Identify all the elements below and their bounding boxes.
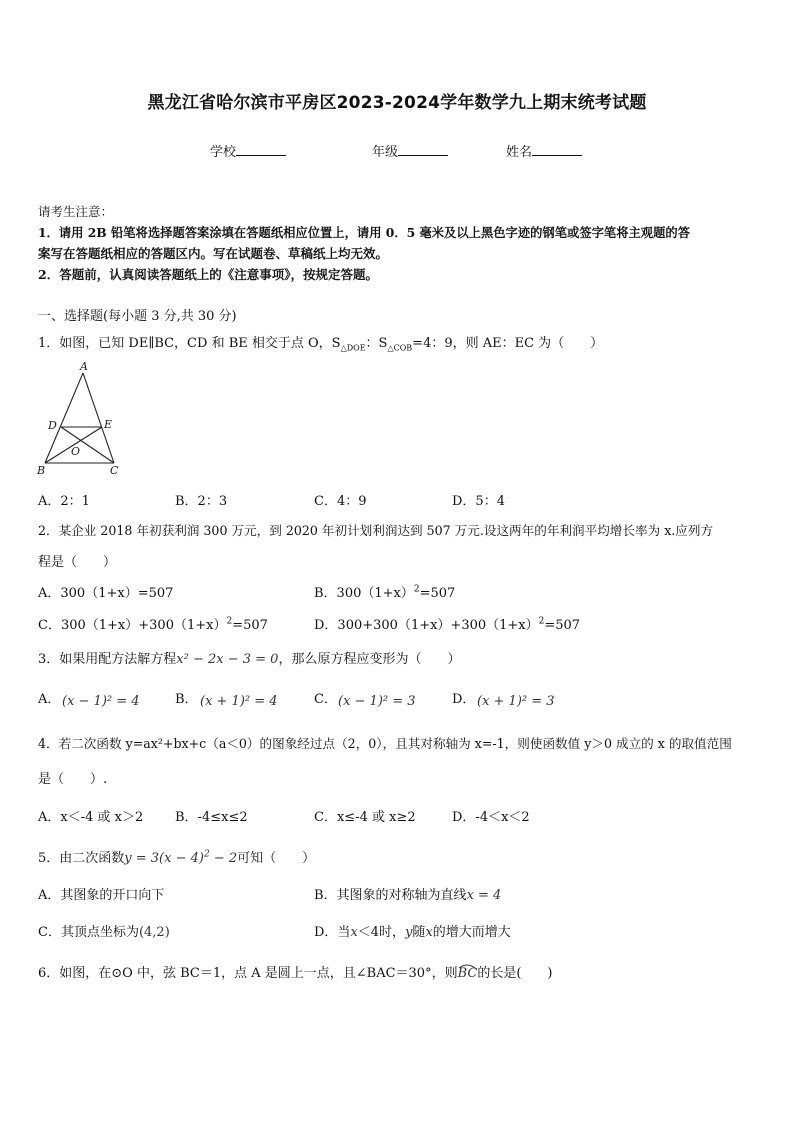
q2-option-c-sup: 2 xyxy=(226,616,233,627)
q2-option-b-pre: B．300（1+x） xyxy=(314,586,414,601)
question-3-stem xyxy=(38,648,460,667)
question-2-line-1: 2．某企业 2018 年初获利润 300 万元，到 2020 年初计划利润达到 507 万元.设这两年的年利润平均增长率为 x.应列方 xyxy=(38,523,714,538)
q6-arc-bc xyxy=(458,966,478,981)
name-label: 姓名 xyxy=(506,145,533,160)
q2-option-d-pre: D．300+300（1+x）+300（1+x） xyxy=(314,618,539,633)
question-2-line-2: 程是（ ） xyxy=(38,555,117,570)
q3-option-a-letter: A． xyxy=(38,692,61,707)
name-blank xyxy=(532,143,582,156)
question-4-line-2: 是（ ）. xyxy=(38,772,108,787)
segment-dc xyxy=(61,427,114,463)
q1-option-c: C．4：9 xyxy=(314,494,367,509)
q3-option-c-letter: C． xyxy=(314,692,337,707)
q5-stem-post: 可知（ ） xyxy=(237,851,316,866)
question-5-stem xyxy=(38,847,315,866)
q5-option-c xyxy=(38,921,170,940)
grade-field xyxy=(372,141,448,160)
arc-mark-icon xyxy=(458,963,476,969)
notice-line-2: 案写在答题纸相应的答题区内。写在试题卷、草稿纸上均无效。 xyxy=(38,246,389,261)
q5-option-c-math: (4,2) xyxy=(138,925,170,940)
q2-option-b-post: =507 xyxy=(419,586,456,601)
q2-option-d xyxy=(314,614,580,633)
q5-function xyxy=(124,851,237,866)
q2-option-c xyxy=(38,614,268,633)
q5-option-d-y: y xyxy=(405,925,413,940)
q5-option-d-mid: ＜4时， xyxy=(357,925,406,940)
q3-option-c: (x − 1)² = 3 xyxy=(338,694,416,709)
q6-stem-pre: 6．如图，在⊙O 中，弦 BC＝1，点 A 是圆上一点，且∠BAC＝30°，则 xyxy=(38,966,458,981)
name-field xyxy=(506,141,582,160)
q2-option-c-post: =507 xyxy=(232,618,268,633)
q2-option-b-sup: 2 xyxy=(413,584,420,595)
label-e: E xyxy=(104,418,113,431)
q5-option-d-x2: x xyxy=(425,925,433,940)
q5-function-pre: y = 3(x − 4) xyxy=(124,851,204,866)
grade-label: 年级 xyxy=(372,145,399,160)
q5-option-d-mid2: 随 xyxy=(412,925,426,940)
notice-line-1: 1．请用 2B 铅笔将选择题答案涂填在答题纸相应位置上，请用 0．5 毫米及以上黑色字迹的钢笔或签字笔将主观题的答 xyxy=(38,225,690,240)
q3-option-a: (x − 1)² = 4 xyxy=(62,694,140,709)
q1-stem-part-b: =4：9，则 AE：EC 为（ ） xyxy=(412,336,604,351)
label-d: D xyxy=(48,419,57,432)
q2-option-d-post: =507 xyxy=(544,618,581,633)
page-title: 黑龙江省哈尔滨市平房区2023-2024学年数学九上期末统考试题 xyxy=(147,93,647,113)
q3-option-b-letter: B． xyxy=(175,692,198,707)
q2-option-b xyxy=(314,582,455,601)
q1-option-a: A．2：1 xyxy=(38,494,90,509)
q1-colon: ：S xyxy=(365,336,388,351)
question-4-line-1: 4．若二次函数 y=ax²+bx+c（a＜0）的图象经过点（2，0），且其对称轴为 x=-1，则使函数值 y＞0 成立的 x 的取值范围 xyxy=(38,736,732,751)
q5-option-d-pre: D．当 xyxy=(314,925,351,940)
q1-sub-cob: △COB xyxy=(387,343,413,353)
q4-option-d: D．-4＜x＜2 xyxy=(452,810,530,825)
q6-arc-label: BC xyxy=(457,966,478,981)
q5-option-b-pre: B．其图象的对称轴为直线 xyxy=(314,888,467,903)
q2-option-d-sup: 2 xyxy=(538,616,545,627)
q1-stem-part-a: 1．如图，已知 DE∥BC，CD 和 BE 相交于点 O，S xyxy=(38,336,341,351)
q3-option-b: (x + 1)² = 4 xyxy=(200,694,278,709)
q3-stem-post: ，那么原方程应变形为（ ） xyxy=(278,652,461,667)
q1-option-b: B．2：3 xyxy=(175,494,228,509)
q5-option-a: A．其图象的开口向下 xyxy=(38,888,165,903)
q5-function-sup: 2 xyxy=(203,849,210,860)
grade-blank xyxy=(398,143,448,156)
label-b: B xyxy=(37,464,46,477)
q3-option-d: (x + 1)² = 3 xyxy=(477,694,555,709)
q5-option-c-pre: C．其顶点坐标为 xyxy=(38,925,139,940)
triangle-figure xyxy=(34,360,126,478)
q3-option-d-letter: D． xyxy=(452,692,476,707)
section-heading: 一、选择题(每小题 3 分,共 30 分) xyxy=(38,309,237,324)
q2-option-a: A．300（1+x）=507 xyxy=(38,586,174,601)
label-a: A xyxy=(80,360,88,373)
q4-option-c: C．x≤-4 或 x≥2 xyxy=(314,810,416,825)
label-c: C xyxy=(110,464,119,477)
school-label: 学校 xyxy=(210,145,237,160)
q2-option-c-pre: C．300（1+x）+300（1+x） xyxy=(38,618,227,633)
question-6-stem xyxy=(38,962,552,981)
q1-option-d: D．5：4 xyxy=(452,494,505,509)
q5-option-d-x1: x xyxy=(350,925,358,940)
q3-equation: x² − 2x − 3 = 0 xyxy=(176,652,279,667)
q5-option-b-math: x = 4 xyxy=(466,888,502,903)
notice-heading: 请考生注意： xyxy=(38,204,114,219)
q4-option-a: A．x＜-4 或 x＞2 xyxy=(38,810,144,825)
school-blank xyxy=(236,143,286,156)
label-o: O xyxy=(71,445,81,458)
q5-option-b xyxy=(314,884,501,903)
q6-stem-post: 的长是( ) xyxy=(477,966,553,981)
q5-option-d xyxy=(314,921,511,940)
q5-stem-pre: 5．由二次函数 xyxy=(38,851,125,866)
q3-stem-pre: 3．如果用配方法解方程 xyxy=(38,652,177,667)
school-field xyxy=(210,141,286,160)
q5-option-d-post: 的增大而增大 xyxy=(432,925,511,940)
notice-line-3: 2．答题前，认真阅读答题纸上的《注意事项》，按规定答题。 xyxy=(38,267,378,282)
question-1-stem xyxy=(38,332,603,353)
q4-option-b: B．-4≤x≤2 xyxy=(175,810,248,825)
q1-sub-doe: △DOE xyxy=(340,343,366,353)
q5-function-post: − 2 xyxy=(209,851,238,866)
